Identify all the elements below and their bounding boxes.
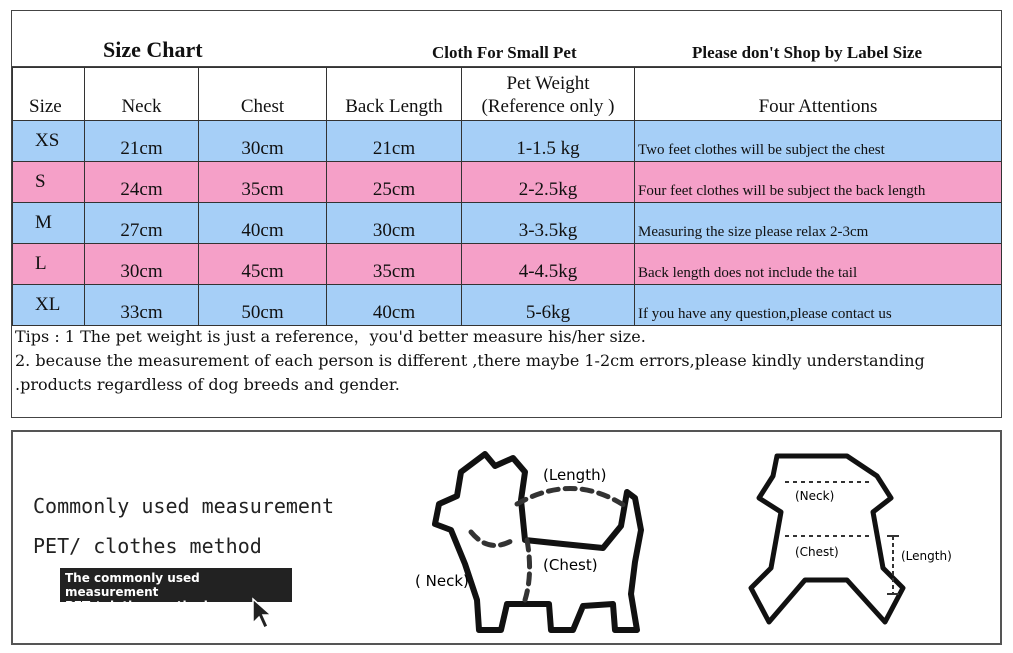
- dog-length-line: [517, 488, 625, 506]
- cell-weight: 2-2.5kg: [462, 162, 635, 203]
- cell-back-length: 40cm: [327, 285, 462, 326]
- cell-size: S: [13, 162, 85, 203]
- size-chart-panel: [11, 10, 1002, 418]
- cell-attention: Four feet clothes will be subject the back length: [635, 162, 1002, 203]
- clothes-neck-label: (Neck): [795, 489, 835, 503]
- size-table: [12, 67, 1002, 326]
- cell-weight: 5-6kg: [462, 285, 635, 326]
- cell-size: XL: [13, 285, 85, 326]
- measurement-method-panel: [11, 430, 1002, 645]
- dog-chest-line: [525, 540, 530, 600]
- table-row: [13, 285, 1002, 326]
- cell-attention: Measuring the size please relax 2-3cm: [635, 203, 1002, 244]
- cell-neck: 24cm: [85, 162, 199, 203]
- dog-outline: [435, 454, 641, 630]
- table-row: [13, 203, 1002, 244]
- cell-chest: 50cm: [199, 285, 327, 326]
- method-heading-line1: Commonly used measurement: [33, 494, 335, 518]
- dog-chest-label: (Chest): [543, 556, 598, 574]
- cell-size: L: [13, 244, 85, 285]
- chart-warning: Please don't Shop by Label Size: [692, 43, 923, 62]
- tip-line-1: Tips : 1 The pet weight is just a reference，you'd better measure his/her size.: [15, 327, 646, 346]
- cell-size: M: [13, 203, 85, 244]
- header-neck: Neck: [85, 68, 199, 121]
- chart-title: Size Chart: [103, 37, 203, 62]
- cell-attention: Back length does not include the tail: [635, 244, 1002, 285]
- cell-weight: 3-3.5kg: [462, 203, 635, 244]
- header-pet-weight: [462, 68, 635, 121]
- cell-attention: If you have any question,please contact us: [635, 285, 1002, 326]
- dog-measurement-figure: [413, 444, 663, 639]
- cursor-arrow-icon: [251, 597, 275, 631]
- cell-chest: 30cm: [199, 121, 327, 162]
- clothes-chest-label: (Chest): [795, 545, 839, 559]
- method-heading-line2: PET/ clothes method: [33, 534, 262, 558]
- method-badge-line2: PET / clothes method: [65, 599, 208, 613]
- cell-neck: 30cm: [85, 244, 199, 285]
- method-badge-line1: The commonly used measurement: [65, 571, 200, 599]
- cell-chest: 35cm: [199, 162, 327, 203]
- clothes-measurement-figure: [735, 452, 965, 637]
- table-header-row: [13, 68, 1002, 121]
- table-row: [13, 162, 1002, 203]
- cell-weight: 4-4.5kg: [462, 244, 635, 285]
- table-row: [13, 244, 1002, 285]
- header-chest: Chest: [199, 68, 327, 121]
- dog-neck-label: ( Neck): [415, 572, 469, 590]
- cell-weight: 1-1.5 kg: [462, 121, 635, 162]
- tip-line-3: .products regardless of dog breeds and gender.: [15, 375, 400, 394]
- dog-length-label: (Length): [543, 466, 607, 484]
- cell-back-length: 25cm: [327, 162, 462, 203]
- header-back-length: Back Length: [327, 68, 462, 121]
- chart-subtitle: Cloth For Small Pet: [432, 43, 577, 62]
- cell-back-length: 35cm: [327, 244, 462, 285]
- header-four-attentions: Four Attentions: [635, 68, 1002, 121]
- cell-neck: 33cm: [85, 285, 199, 326]
- header-size: Size: [13, 68, 85, 121]
- cell-attention: Two feet clothes will be subject the chest: [635, 121, 1002, 162]
- chart-title-row: [12, 11, 1001, 67]
- tip-line-2: 2. because the measurement of each person is different ,there maybe 1-2cm errors,please kindly understanding: [15, 351, 925, 370]
- cell-neck: 27cm: [85, 203, 199, 244]
- clothes-outline: [751, 456, 903, 622]
- cell-chest: 40cm: [199, 203, 327, 244]
- cell-back-length: 21cm: [327, 121, 462, 162]
- table-row: [13, 121, 1002, 162]
- cell-size: XS: [13, 121, 85, 162]
- header-pet-weight-line1: Pet Weight: [506, 73, 590, 95]
- clothes-length-label: (Length): [901, 549, 952, 563]
- header-pet-weight-line2: (Reference only ): [481, 96, 615, 118]
- cell-back-length: 30cm: [327, 203, 462, 244]
- cell-chest: 45cm: [199, 244, 327, 285]
- cell-neck: 21cm: [85, 121, 199, 162]
- tips-block: [15, 325, 1000, 397]
- dog-neck-line: [471, 532, 513, 545]
